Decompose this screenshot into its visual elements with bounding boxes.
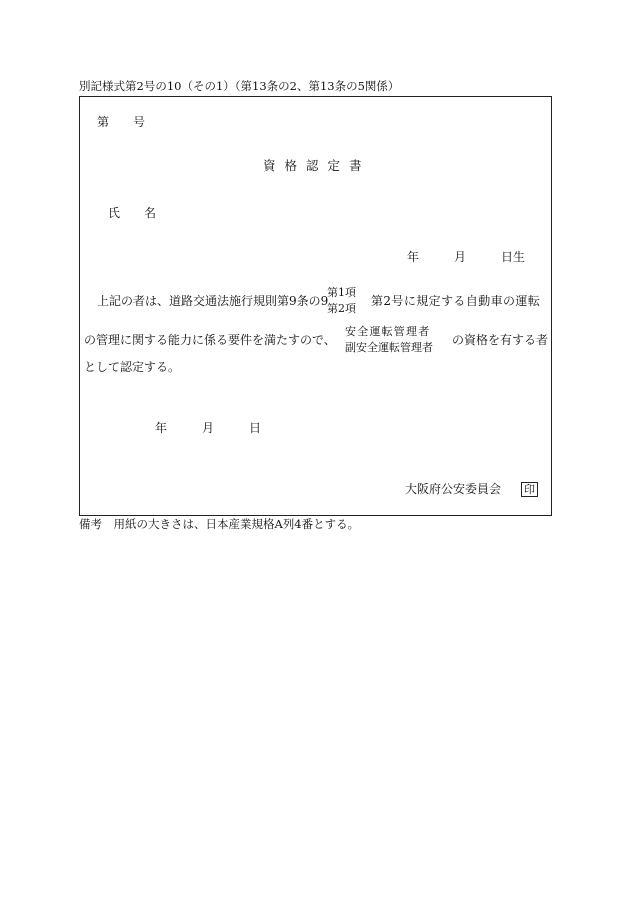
document-title: 資格認定書: [263, 158, 371, 173]
clause-option-2: 第2項: [327, 302, 356, 315]
issue-month-label: 月: [202, 421, 215, 435]
birth-month-label: 月: [454, 250, 467, 264]
birth-day-label: 日生: [501, 250, 526, 264]
issuer-name: 大阪府公安委員会: [405, 482, 502, 496]
number-suffix: 号: [133, 115, 146, 129]
clause-option-1: 第1項: [327, 286, 356, 299]
form-reference-header: 別記様式第2号の10（その1）（第13条の2、第13条の5関係）: [79, 79, 400, 93]
role-option-2: 副安全運転管理者: [345, 341, 433, 354]
name-label-surname: 氏: [108, 206, 121, 220]
name-label-given: 名: [144, 206, 157, 220]
number-prefix: 第: [97, 115, 110, 129]
body-line1-tail: 第2号に規定する自動車の運転: [371, 294, 541, 308]
remark-note: 備考 用紙の大きさは、日本産業規格A列4番とする。: [79, 517, 360, 531]
birth-year-label: 年: [407, 250, 420, 264]
body-line2-tail: の資格を有する者: [452, 333, 549, 347]
body-line2: の管理に関する能力に係る要件を満たすので、: [84, 333, 336, 347]
body-line1: 上記の者は、道路交通法施行規則第9条の9: [97, 294, 329, 308]
issue-year-label: 年: [155, 421, 168, 435]
role-option-1: 安全運転管理者: [345, 325, 431, 338]
body-line3: として認定する。: [84, 360, 181, 374]
issue-day-label: 日: [249, 421, 262, 435]
seal-icon: 印: [521, 482, 538, 497]
